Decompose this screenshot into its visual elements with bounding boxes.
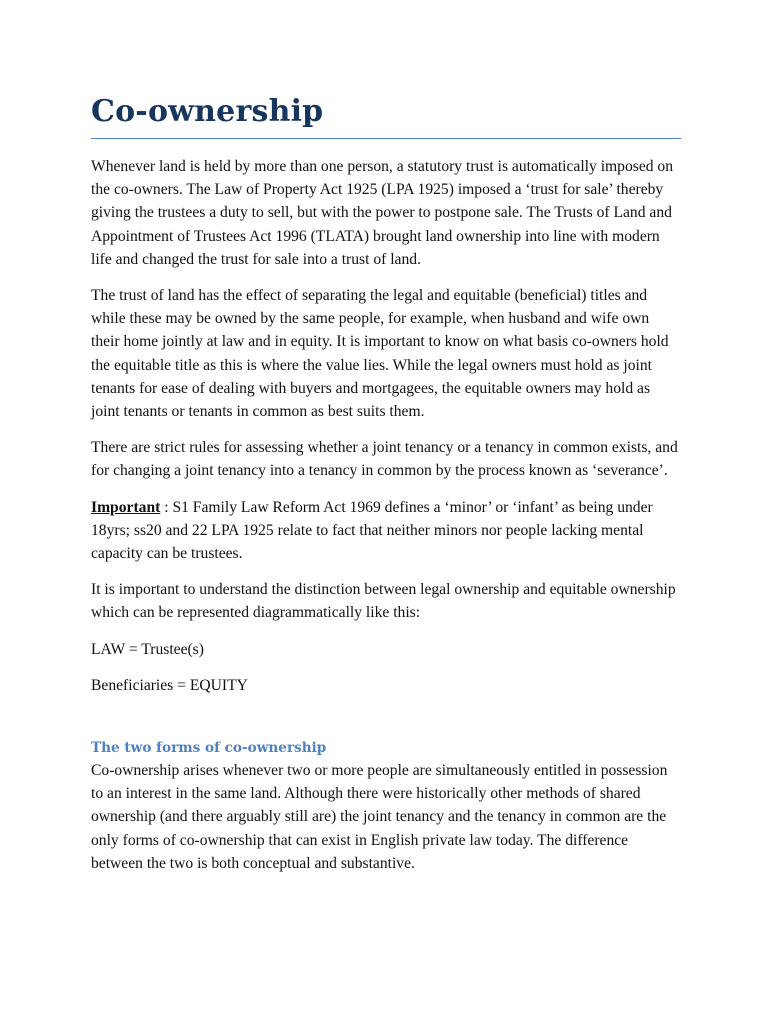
important-label: Important — [91, 498, 161, 516]
section-spacer — [91, 697, 681, 727]
paragraph-important — [91, 496, 681, 566]
paragraph-strict-rules: There are strict rules for assessing whether a joint tenancy or a tenancy in common exists, and for changing a joint tenancy into a tenancy in common by the process known as ‘severance’. — [91, 439, 678, 480]
paragraph-trust-of-land: The trust of land has the effect of separating the legal and equitable (beneficial) titles and while these may be owned by the same people, for example, when husband and wife own their home jointly at law and in equity. It is important to know on what basis co-owners hold the equitable title as this is where the value lies. While the legal owners must hold as joint tenants for ease of dealing with buyers and mortgagees, the equitable owners may hold as joint tenants or tenants in common as best suits them. — [91, 287, 669, 421]
section-heading-two-forms: The two forms of co-ownership — [91, 740, 327, 757]
document-page — [91, 92, 681, 875]
paragraph-statutory-trust: Whenever land is held by more than one person, a statutory trust is automatically imposed on the co-owners. The Law of Property Act 1925 (LPA 1925) imposed a ‘trust for sale’ thereby giving the trustees a duty to sell, but with the power to postpone sale. The Trusts of Land and Appointment of Trustees Act 1996 (TLATA) brought land ownership into line with modern life and changed the trust for sale into a trust of land. — [91, 158, 674, 268]
page-title: Co-ownership — [91, 92, 681, 139]
paragraph-distinction: It is important to understand the distinction between legal ownership and equitable ownership which can be represented diagrammatically like this: — [91, 581, 676, 622]
paragraph-co-ownership-forms: Co-ownership arises whenever two or more people are simultaneously entitled in possession to an interest in the same land. Although there were historically other methods of shared ownership (and there arguably still are) the joint tenancy and the tenancy in common are the only forms of co-ownership that can exist in English private law today. The difference between the two is both conceptual and substantive. — [91, 762, 668, 872]
important-text: : S1 Family Law Reform Act 1969 defines a ‘minor’ or ‘infant’ as being under 18yrs; ss20 and 22 LPA 1925 relate to fact that neither minors nor people lacking mental capacity can be trustees. — [91, 498, 653, 563]
law-trustee-line: LAW = Trustee(s) — [91, 640, 204, 658]
equity-beneficiaries-line: Beneficiaries = EQUITY — [91, 676, 248, 694]
